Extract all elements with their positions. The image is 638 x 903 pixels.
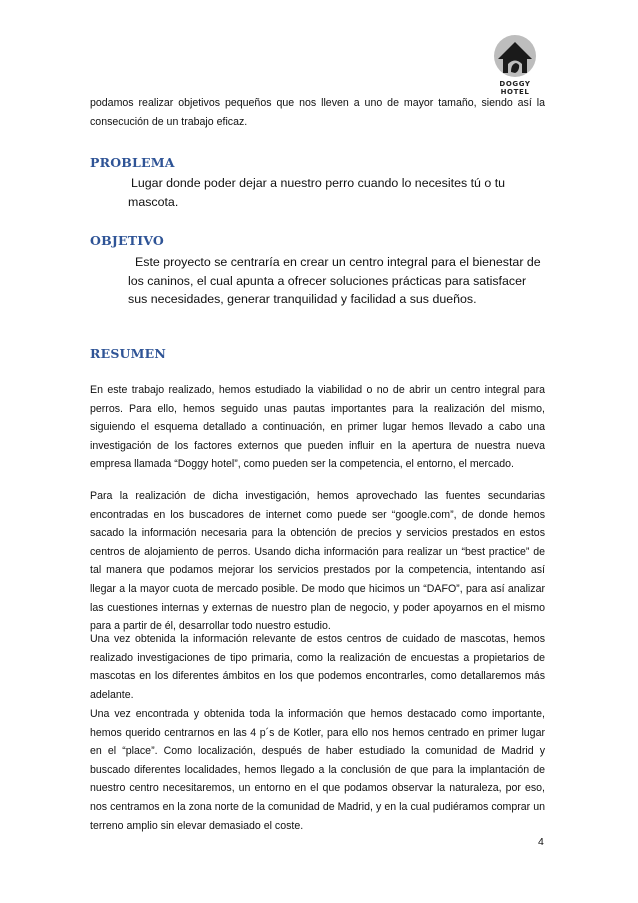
- heading-resumen: RESUMEN: [90, 346, 167, 361]
- logo-text: DOGGY HOTEL: [499, 80, 531, 96]
- page-number: 4: [538, 836, 544, 848]
- resumen-paragraph-1: En este trabajo realizado, hemos estudiado la viabilidad o no de abrir un centro integral para perros. Para ello, hemos seguido unas pautas importantes para la realización del mismo, siguiendo el esquema detallado a continuación, en primer lugar hemos llevado a cabo una investigación de los factores externos que pueden influir en la apertura de nuestra nueva empresa llamada “Doggy hotel”, como pueden ser la competencia, el entorno, el mercado.: [90, 384, 545, 471]
- heading-problema: PROBLEMA: [90, 155, 175, 170]
- resumen-paragraph-3: Una vez obtenida la información relevante de estos centros de cuidado de mascotas, hemos realizado investigaciones de tipo primaria, como la realización de encuestas a propietarios de mascotas en los diferentes ámbitos en los que podemos encontrarles, como detallaremos más adelante.: [90, 633, 545, 701]
- intro-paragraph: podamos realizar objetivos pequeños que nos lleven a uno de mayor tamaño, siendo así la consecución de un trabajo eficaz.: [90, 97, 545, 128]
- problema-text: Lugar donde poder dejar a nuestro perro cuando lo necesites tú o tu mascota.: [128, 176, 506, 209]
- objetivo-text: Este proyecto se centraría en crear un centro integral para el bienestar de los caninos, el cual apunta a ofrecer soluciones prácticas para satisfacer sus necesidades, generar tranquilidad y facilidad a sus dueños.: [128, 255, 541, 307]
- heading-objetivo: OBJETIVO: [90, 233, 165, 248]
- resumen-paragraph-4: Una vez encontrada y obtenida toda la información que hemos destacado como importante, hemos querido centrarnos en las 4 p´s de Kotler, para ello nos hemos centrado en primer lugar en el “place”. Como localización, después de haber estudiado la comunidad de Madrid y buscado diferentes localidades, hemos llegado a la conclusión de que para la implantación de nuestro centro necesitaremos, un entorno en el que podamos observar la naturaleza, por eso, nos centramos en la zona norte de la comunidad de Madrid, y en la cual pudiéramos comprar un terreno amplio sin elevar demasiado el coste.: [90, 708, 545, 832]
- resumen-paragraph-2: Para la realización de dicha investigación, hemos aprovechado las fuentes secundarias encontradas en los buscadores de internet como puede ser “google.com”, de donde hemos sacado la información necesaria para la obtención de precios y servicios prestados en estos centros de alojamiento de perros. Usando dicha información para realizar un “best practice” de tal manera que podamos mejorar los servicios prestados por la competencia, intentando así llegar a la mayor cuota de mercado posible. De modo que hicimos un “DAFO”, para así analizar las cuestiones internas y externas de nuestro plan de negocio, y poder apoyarnos en el mismo para a partir de él, desarrollar todo nuestro estudio.: [90, 490, 545, 633]
- dog-house-logo-icon: [484, 33, 546, 79]
